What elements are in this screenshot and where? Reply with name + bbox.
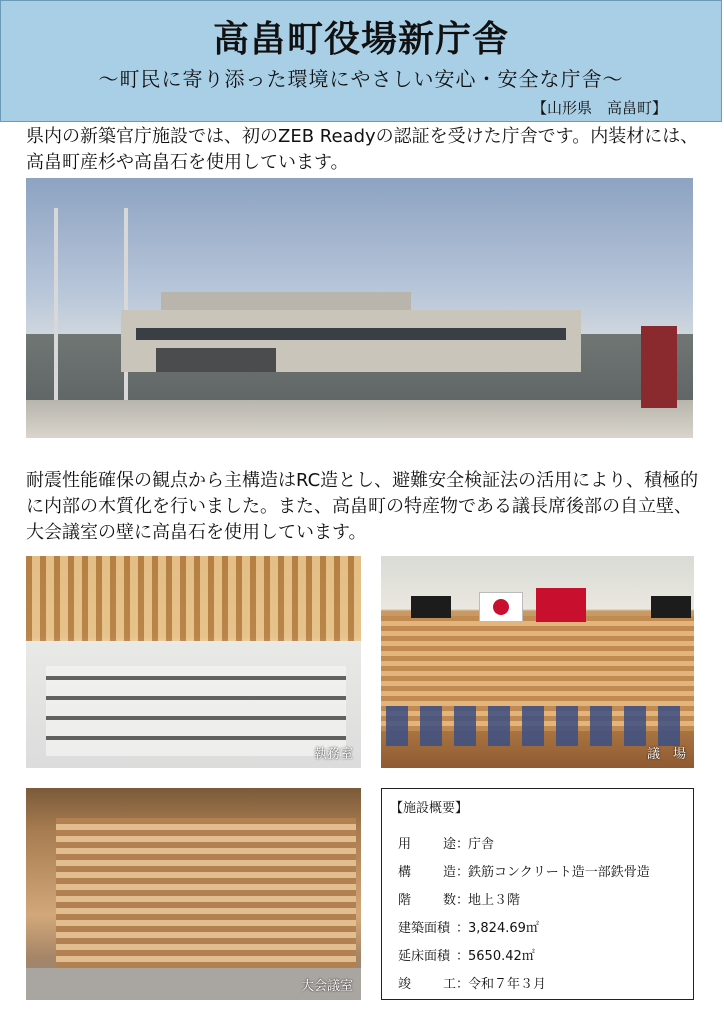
town-flag xyxy=(536,588,586,622)
facility-separator: ： xyxy=(456,865,470,880)
facility-row xyxy=(398,917,539,936)
facility-separator: ： xyxy=(456,921,470,936)
facility-separator: ： xyxy=(456,893,470,908)
building-entrance xyxy=(156,348,276,372)
flag-pole xyxy=(54,208,58,428)
location-label: 【山形県 高畠町】 xyxy=(531,99,667,117)
facility-key: 建築面積 xyxy=(398,921,451,936)
wood-ceiling xyxy=(26,556,361,641)
facility-value: 庁舎 xyxy=(468,837,495,852)
header-banner xyxy=(0,0,722,122)
assembly-hall-photo xyxy=(26,788,361,1000)
national-flag xyxy=(479,592,523,622)
council-seats xyxy=(386,706,686,746)
facility-key: 数 xyxy=(442,893,456,908)
facility-row xyxy=(398,889,520,908)
facility-value: 3,824.69㎡ xyxy=(468,921,539,936)
page-subtitle: ～町民に寄り添った環境にやさしい安心・安全な庁舎～ xyxy=(98,67,624,91)
page-title: 高畠町役場新庁舎 xyxy=(212,19,509,60)
monitor xyxy=(651,596,691,618)
council-chamber-photo xyxy=(381,556,694,768)
facility-key: 階 xyxy=(398,893,412,908)
monitor xyxy=(411,596,451,618)
hall-photo-label: 大会議室 xyxy=(300,979,353,994)
facility-overview-box xyxy=(381,788,694,1000)
body-paragraph: 耐震性能確保の観点から主構造はRC造とし、避難安全検証法の活用により、積極的に内部の木質化を行いました。また、高畠町の特産物である議長席後部の自立壁、大会議室の壁に高畠石を使用しています。 xyxy=(26,470,699,543)
facility-value: 令和７年３月 xyxy=(468,977,547,992)
facility-key: 延床面積 xyxy=(398,949,451,964)
facility-separator: ： xyxy=(456,977,470,992)
facility-key: 構 xyxy=(398,865,412,880)
facility-value: 5650.42㎡ xyxy=(468,949,535,964)
facility-key: 造 xyxy=(442,865,456,880)
town-hall-sign xyxy=(641,326,677,408)
office-photo-label: 執務室 xyxy=(313,747,353,762)
facility-value: 鉄筋コンクリート造一部鉄骨造 xyxy=(468,865,650,880)
facility-separator: ： xyxy=(456,949,470,964)
office-photo xyxy=(26,556,361,768)
office-desks xyxy=(46,666,346,756)
wood-wall xyxy=(56,818,356,968)
exterior-photo xyxy=(26,178,693,438)
facility-value: 地上３階 xyxy=(468,893,521,908)
facility-key: 工 xyxy=(442,977,456,992)
facility-title: 【施設概要】 xyxy=(390,801,469,816)
intro-paragraph: 県内の新築官庁施設では、初のZEB Readyの認証を受けた庁舎です。内装材には、高畠町産杉や高畠石を使用しています。 xyxy=(26,126,699,173)
facility-row xyxy=(398,833,494,852)
building-glass-band xyxy=(136,328,566,340)
facility-key: 用 xyxy=(398,837,412,852)
facility-row xyxy=(398,973,546,992)
facility-row xyxy=(398,945,535,964)
plaza xyxy=(26,400,693,438)
facility-key: 竣 xyxy=(398,977,412,992)
facility-key: 途 xyxy=(442,837,456,852)
council-photo-label: 議 場 xyxy=(646,747,686,762)
facility-row xyxy=(398,861,650,880)
facility-separator: ： xyxy=(456,837,470,852)
